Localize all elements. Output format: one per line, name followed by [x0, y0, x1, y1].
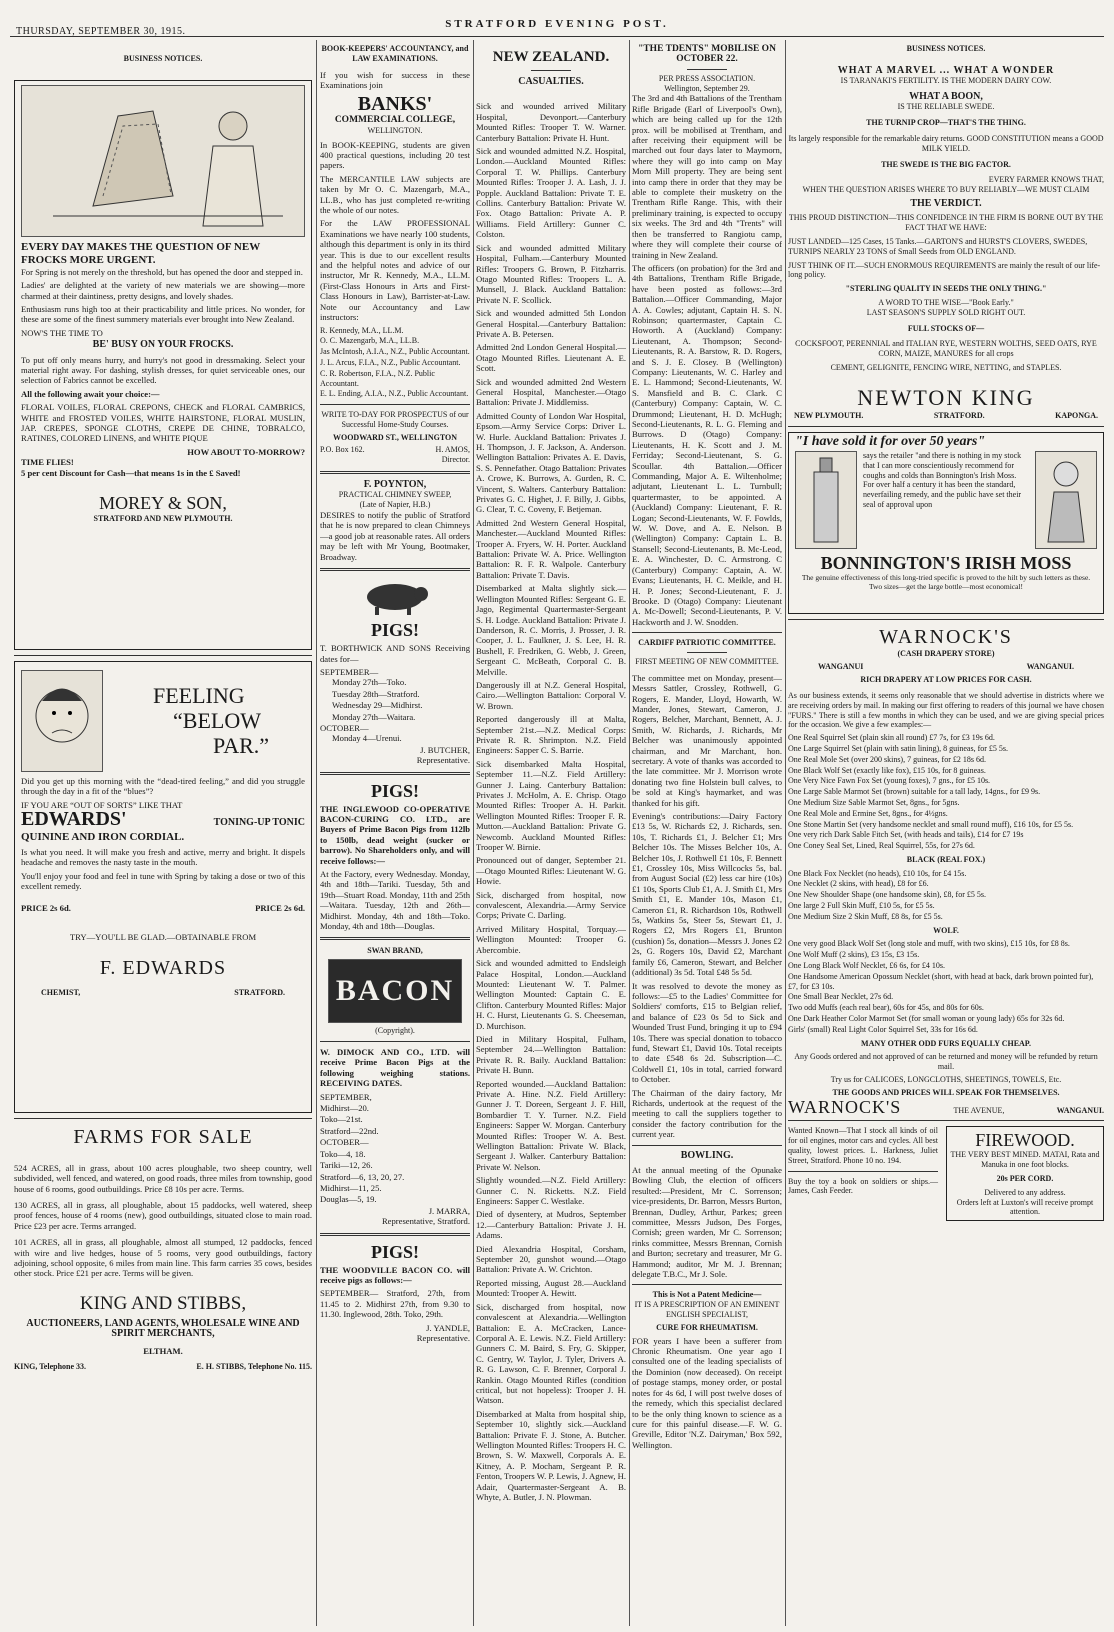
- wanganui-label: WANGANUI.: [1056, 1105, 1104, 1115]
- dateline: Wellington, September 29.: [664, 83, 750, 93]
- tdents-heading: "THE TDENTS" MOBILISE ON OCTOBER 22.: [638, 44, 776, 65]
- town-label: NEW PLYMOUTH.: [794, 410, 864, 420]
- warnocks-foot: [788, 1096, 1104, 1117]
- copyright-label: (Copyright).: [375, 1026, 415, 1036]
- tdents-paragraph: The officers (on probation) for the 3rd and 4th Battalions, Trentham Rifle Brigade, have been posted as follows:—3rd Battalion.—Officer Commanding, Major A. A. Cowles; adjutant, Captain H. S. N. Robinson; quartermaster, Captain C. Howorth. A (Auckland) Company: Lieutenant, A. Thompson; Second-Lieutenants, R. A. Barstow, R. D. Rogers, and S. J. E. Closey. B (Wellington) Company: Lieutenants, W. C. Harley and E. L. Hammond; Second-Lieutenants, W. S. Mansfield and B. C. Clark. C (Canterbury) Company: Captain, W. C. Drummond; Lieutenant, H. D. McHugh; Second-Lieutenants, R. L. G. Fleming and Burrows. D (Otago) Company: Lieutenants, H. K. Scott and J. M. Ferriday; Second-Lieutenant, S. G. Scoullar. 4th Battalion.—Officer Commanding, Major A. E. Wiltenholme; adjutant, Lieutenant L. L. Turnbull; quartermaster, to be appointed. A (Auckland) Company: Lieutenant, F. R. Logan; Second-Lieutenants, W. F. Fowlds, W. W. Dove, and A. E. Nelson. B (Wellington) Company: Captain L. B. Stansell; Second-Lieutenants, B. Mc-Leod, E. A. Winchester, D. C. Armstrong. C (Canterbury) Company: Captain, A. W. Evans; Lieutenants, H. C. Meikle, and H. H. P. Jones; Second-Lieutenant, F. J. Brooke. D (Otago) Company: Lieutenant A. Mc-Dowell; Second-Lieutenants, P. V. Hackworth and J. W. Snodden.: [632, 262, 782, 627]
- edwards-name: EDWARDS': [21, 808, 127, 831]
- firewood-heading: FIREWOOD.: [975, 1130, 1075, 1151]
- turnip-paragraph: Its largely responsible for the remarkable dairy returns. GOOD CONSTITUTION means a GOOD MILK YIELD.: [788, 134, 1104, 153]
- casualty-paragraph: Sick and wounded admitted Military Hospital, Fulham.—Canterbury Mounted Rifles: Troopers G. Brown, P. Fitzharris. Otago Mounted Rifles: Troopers L. A. Munsell, J. Black. Auckland Battalion: Private N. F. Scollick.: [476, 242, 626, 305]
- casualty-paragraph: Dangerously ill at N.Z. General Hospital, Cairo.—Wellington Battalion: Corporal V. W. Brown.: [476, 679, 626, 711]
- farms-heading: FARMS FOR SALE: [73, 1125, 253, 1148]
- date-item: Monday 27th—Waitara.: [332, 711, 416, 722]
- date-item: SEPTEMBER,: [320, 1091, 372, 1102]
- genuine-line: The genuine effectiveness of this long-tried specific is proved to the hilt by such letters as these. Two sizes—get the large bottle—most economical!: [801, 572, 1091, 591]
- goods-line: Any Goods ordered and not approved of can be returned and money will be refunded by return mail.: [794, 1052, 1098, 1072]
- bk-paragraph: In BOOK-KEEPING, students are given 400 practical questions, including 20 test papers.: [320, 139, 470, 171]
- casualty-paragraph: Sick, discharged from hospital, now convalescent at Alexandria.—Wellington Battalion: E. A. McCracken, Lance-Corporal A. E. Lewis. N.Z. Field Artillery: Gunners C. M. Baird, S. Fry, G. Skipper, C. Gentry, W. Taylor, J. Tyler, Drivers A. R. G. Lawson, C. F. Brenner, Corporal J. Rankin. Otago Mounted Rifles (condition critical, but not hopeless): Trooper J. H. Watson.: [476, 1301, 626, 1406]
- feeling-line: “BELOW: [173, 708, 261, 734]
- firewood-sub: THE VERY BEST MINED. MATAI, Rata and Manuka in one foot blocks.: [950, 1150, 1100, 1170]
- staff-item: J. L. Arcus, F.I.A., N.Z., Public Accountant.: [320, 357, 461, 367]
- college-name: COMMERCIAL COLLEGE,: [334, 115, 456, 126]
- divider: [788, 1120, 1104, 1121]
- try-line: TRY—YOU'LL BE GLAD.—OBTAINABLE FROM: [69, 931, 257, 942]
- king-sub: AUCTIONEERS, LAND AGENTS, WHOLESALE WINE AND SPIRIT MERCHANTS,: [26, 1317, 300, 1340]
- stocks-line: COCKSFOOT, PERENNIAL and ITALIAN RYE, WESTERN WOLTHS, SEED OATS, RYE CORN, MAIZE, MANURES for all crops: [795, 339, 1097, 359]
- staff-item: O. C. Mazengarb, M.A., LL.B.: [320, 336, 420, 346]
- column-3: [476, 44, 626, 1626]
- frock-illustration: [21, 85, 305, 237]
- date-item: Tariki—12, 26.: [320, 1160, 373, 1171]
- divider: [320, 1233, 470, 1236]
- king-name: KING AND STIBBS,: [79, 1292, 247, 1314]
- fur-item: One Long Black Wolf Necklet, £6 6s, for £4 10s.: [788, 961, 945, 971]
- pig-icon: [355, 577, 435, 617]
- be-busy-heading: BE' BUSY ON YOUR FROCKS.: [92, 339, 234, 351]
- divider: [632, 1284, 782, 1285]
- marra-rep: Representative, Stratford.: [381, 1216, 470, 1227]
- issue-date: THURSDAY, SEPTEMBER 30, 1915.: [16, 26, 186, 37]
- swan-brand: SWAN BRAND,: [367, 946, 423, 956]
- dimock-text: W. DIMOCK AND CO., LTD. will receive Prime Bacon Pigs at the following weighing stations. RECEIVING DATES.: [320, 1047, 470, 1089]
- fox-list: [788, 869, 1104, 922]
- boon-heading: WHAT A BOON,: [909, 91, 983, 102]
- feeling-line: FEELING: [153, 683, 245, 709]
- discount-line: 5 per cent Discount for Cash—that means 1s in the £ Saved!: [21, 467, 241, 478]
- time-flies: TIME FLIES!: [21, 457, 74, 468]
- press-label: PER PRESS ASSOCIATION.: [658, 73, 756, 83]
- fur-item: One Medium Size 2 Skin Muff, £8 8s, for £5 5s.: [788, 911, 943, 921]
- borthwick-dates: [320, 733, 470, 743]
- fur-item: One Coney Seal Set, Lined, Real Squirrel, 55s, for 27s 6d.: [788, 841, 975, 851]
- amos-name: H. AMOS,: [435, 445, 470, 455]
- prescription: IT IS A PRESCRIPTION OF AN EMINENT ENGLISH SPECIALIST,: [634, 1300, 780, 1320]
- bonnington-name: BONNINGTON'S IRISH MOSS: [820, 552, 1072, 573]
- fur-item: One Medium Size Sable Marmot Set, 8gns., for 5gns.: [788, 797, 960, 807]
- fur-item: One Large Squirrel Set (plain with satin lining), 8 guineas, for £5 5s.: [788, 743, 1009, 753]
- edwards-advert: [14, 661, 312, 1113]
- napier-label: (Late of Napier, H.B.): [359, 500, 431, 510]
- fur-item: Two odd Muffs (each real bear), 60s for 45s, and 80s for 60s.: [788, 1003, 984, 1013]
- butcher-rep: Representative.: [416, 755, 470, 766]
- sept-label: SEPTEMBER—: [320, 666, 379, 677]
- tdents-paragraph: The 3rd and 4th Battalions of the Trentham Rifle Brigade (Earl of Liverpool's Own), which are being called up for the 12th prox. will be mobilised at Trentham, and after receiving their equipment will be marched out four days later to Maymorn, where they will go into camp on May Morn Mill property. They are being sent into camp there in order that they may be able to complete their musketry on the Trentham Rifle Range. This, with their preliminary training, is expected to occupy six weeks. The 3rd and 4th "Trents" will then be transferred to Rangiotu camp, where they will complete their course of training in New Zealand.: [632, 93, 782, 260]
- stocks-line: CEMENT, GELIGNITE, FENCING WIRE, NETTING, and STAPLES.: [830, 362, 1062, 372]
- morey-address: STRATFORD AND NEW PLYMOUTH.: [93, 514, 233, 524]
- sold-out-line: LAST SEASON'S SUPPLY SOLD RIGHT OUT.: [866, 307, 1026, 317]
- frock-drawing-icon: [22, 86, 304, 236]
- borthwick-text: T. BORTHWICK AND SONS Receiving dates for—: [320, 643, 470, 664]
- divider: [320, 937, 470, 940]
- pigs-heading: PIGS!: [370, 620, 419, 641]
- frocks-paragraph: To put off only means hurry, and hurry's not good in dressmaking. Select your material right away. For dashing, stylish dresses, for quiet serviceable ones, our selection of Fabrics cannot be excelled.: [21, 354, 305, 386]
- inglewood-dates: At the Factory, every Wednesday. Monday, 4th and 18th—Tariki. Tuesday, 5th and 19th—Stuart Road. Monday, 11th and 25th—Waitara. Tuesday, 12th and 26th—Midhirst. Monday, 4th and 18th—Toko. Monday, 4th and 18th—Douglas.: [320, 869, 470, 932]
- casualty-paragraph: Sick and wounded admitted N.Z. Hospital, London.—Auckland Mounted Rifles: Corporal T. W. Phillips. Canterbury Mounted Rifles: Trooper J. A. Lash, J. J. Popple. Auckland Battalion: Private T. E. Collins. Canterbury Battalion: Private W. Fox. Otago Battalion: Private A. P. Williams. Field Artillery: Gunner C. Colston.: [476, 146, 626, 240]
- delivered-line: Delivered to any address.: [984, 1187, 1066, 1197]
- butcher-name: J. BUTCHER,: [420, 744, 470, 755]
- sterling-line: "STERLING QUALITY IN SEEDS THE ONLY THING.": [845, 284, 1047, 294]
- out-of-sorts: IF YOU ARE “OUT OF SORTS” LIKE THAT: [21, 799, 183, 810]
- price-cord: 20s PER CORD.: [996, 1174, 1054, 1184]
- town-label: STRATFORD.: [933, 410, 985, 420]
- word-line: A WORD TO THE WISE—"Book Early.": [878, 297, 1014, 307]
- poynton-name: F. POYNTON,: [363, 479, 427, 491]
- par-paragraph: You'll enjoy your food and feel in tune with Spring by taking a dose or two of this excellent remedy.: [21, 870, 305, 892]
- chemist-label: CHEMIST,: [41, 988, 81, 998]
- marra-name: J. MARRA,: [428, 1205, 470, 1216]
- paper-title: STRATFORD EVENING POST.: [445, 18, 669, 30]
- staff-item: E. L. Ending, A.I.A., N.Z., Public Accountant.: [320, 389, 469, 399]
- big-factor: THE SWEDE IS THE BIG FACTOR.: [881, 159, 1011, 169]
- pigs-heading: PIGS!: [370, 780, 419, 801]
- nz-heading: NEW ZEALAND.: [492, 49, 610, 65]
- divider: [632, 632, 782, 633]
- banks-name: BANKS': [357, 93, 433, 116]
- fertility-line: IS TARANAKI'S FERTILITY. IS THE MODERN DAIRY COW.: [840, 76, 1052, 86]
- cardiff-paragraph: The Chairman of the dairy factory, Mr Richards, undertook at the request of the meeting to call the suppliers together to consider the factory contribution for the current year.: [632, 1087, 782, 1140]
- fur-item: One Stone Martin Set (very handsome necklet and small round muff), £16 10s, for £5 5s.: [788, 819, 1074, 829]
- warnocks-name: WARNOCK'S: [788, 1096, 902, 1117]
- divider: [320, 404, 470, 405]
- fur-item: One Black Wolf Set (exactly like fox), £15 10s, for 8 guineas.: [788, 765, 986, 775]
- wanted-ad: Wanted Known—That I stock all kinds of oil for oil engines, motor cars and cycles. All best quality, lowest prices. L. Harkness, Juliet Street, Stratford. Phone 10 no. 194.: [788, 1126, 938, 1165]
- fur-item: One Handsome American Opossum Necklet (short, with head at back, dark brown pointed fur), £7, for £3 10s.: [788, 971, 1094, 991]
- sweep-paragraph: DESIRES to notify the public of Stratford that he is now prepared to clean Chimneys—a good job at reasonable rates. All orders may be left with Mr Young, Bootmaker, Broadway.: [320, 510, 470, 562]
- morey-name: MOREY & SON,: [99, 493, 227, 514]
- wolf-list: [788, 939, 1104, 1034]
- marvel-heading: WHAT A MARVEL ... WHAT A WONDER: [837, 64, 1055, 76]
- fur-item: One Real Squirrel Set (plain skin all round) £7 7s, for £3 19s 6d.: [788, 733, 995, 743]
- fur-item: One Black Fox Necklet (no heads), £10 10s, for £4 15s.: [788, 868, 967, 878]
- turnip-heading: THE TURNIP CROP—THAT'S THE THING.: [866, 118, 1026, 128]
- bk-paragraph: If you wish for success in these Examinations join: [320, 69, 470, 90]
- divider: [320, 1041, 470, 1042]
- rheumatism-paragraph: FOR years I have been a sufferer from Chronic Rheumatism. One year ago I consulted one of the leading specialists of the Dominion (now deceased). On receipt of postage stamps, money order, or postal notes for 4s 6d, I will post twelve doses of the remedy, which this specialist declared to be the only thing known to science as a cure for this painful disease.—F. W. G. Greville, Editor 'N.Z. Dairyman,' Box 592, Wellington.: [632, 1335, 782, 1450]
- edwards-foot: [21, 988, 305, 998]
- stratford-label: STRATFORD.: [234, 988, 285, 998]
- column-1: [14, 44, 312, 1626]
- casualty-paragraph: Reported dangerously ill at Malta, September 21st.—N.Z. Medical Corps: Private R. R. Shrimpton. N.Z. Field Engineers: Sapper C. S. Barrie.: [476, 714, 626, 756]
- cardiff-heading: CARDIFF PATRIOTIC COMMITTEE.: [638, 638, 776, 648]
- landed-line: JUST LANDED—125 Cases, 15 Tanks.—GARTON'S and HURST'S CLOVERS, SWEDES, TURNIPS NEARLY 23 TONS of Small Seeds from OLD ENGLAND.: [788, 236, 1088, 256]
- bowling-paragraph: At the annual meeting of the Opunake Bowling Club, the election of officers resulted:—President, Mr C. Sorrenson; vice-presidents, Dr. Barron, Messrs Burton, Brennan, Dudley, Arthur, Parkes; green committee, Messrs Judson, Des Forges, Cornish; green warden, Mr C. Sorrenson; rinks committee, Messrs Brennan, Cornish and Burton; secretary and treasurer, Mr G. Hammond; auditor, Mr M. J. Brennan; delegate T.B.C., Mr J. Sole.: [632, 1165, 782, 1280]
- woodville-dates: SEPTEMBER— Stratford, 27th, from 11.45 to 2. Midhirst 27th, from 9.30 to 11.30. Inglewood, 28th. Toko, 29th.: [320, 1288, 470, 1320]
- director-label: Director.: [441, 455, 470, 465]
- woodward: WOODWARD ST., WELLINGTON: [332, 432, 458, 442]
- divider: [687, 69, 727, 70]
- frocks-paragraph: For Spring is not merely on the threshold, but has opened the door and stepped in.: [21, 266, 303, 277]
- town-label: KAPONGA.: [1055, 410, 1098, 420]
- face-illustration: [21, 670, 103, 772]
- bk-heading: BOOK-KEEPERS' ACCOUNTANCY, and LAW EXAMINATIONS.: [321, 44, 469, 63]
- bk-paragraph: For the LAW PROFESSIONAL Examinations we have nearly 100 students, although this department is only in its third year. This is due to our excellent results and the helpful notes and advice of our instructor, Mr R. Kennedy, M.A., LL.M. (First-Class Honours in Arts and First-Class Honours in Law), Barrister-at-Law. Note our Accountancy and Law instructors:: [320, 218, 470, 323]
- fur-item: Girls' (small) Real Light Color Squirrel Set, 33s for 16s 6d.: [788, 1024, 978, 1034]
- par-paragraph: Is what you need. It will make you fresh and active, merry and bright. It dispels headache and removes the nasty taste in the mouth.: [21, 846, 305, 868]
- price-left: PRICE 2s 6d.: [21, 903, 71, 914]
- f-edwards: F. EDWARDS: [99, 957, 227, 980]
- fabrics-list: FLORAL VOILES, FLORAL CREPONS, CHECK and FLORAL CAMBRICS, WHITE and FROSTED VOILES, WHITE HAIRSTONE, FLORAL MUSLIN, JAP. CREPES, SPONGE CLOTHS, CREPE DE CHINE, TOBRALCO, RATINES, COLORED LINENS, and WHITE PIQUE: [21, 402, 305, 444]
- bowling-heading: BOWLING.: [680, 1149, 734, 1161]
- casualty-paragraph: Disembarked at Malta from hospital ship, September 10, slightly sick.—Auckland Battalion: Private F. J. Stone, A. Butcher. Wellington Mounted Rifles: Troopers H. C. Brown, S. W. Maxwell, Corporals A. E. Kitney, A. P. Mocham, Sergeant P. R. Fenton, Troopers W. P. Lewis, J. Agnew, H. Adair, Quartermaster-Sergeant A. B. Whyte, A. Butler, J. N. Plowman.: [476, 1408, 626, 1502]
- bottom-ads: [788, 1126, 1104, 1221]
- prospectus: WRITE TO-DAY FOR PROSPECTUS of our Successful Home-Study Courses.: [321, 410, 469, 429]
- cheap-line: MANY OTHER ODD FURS EQUALLY CHEAP.: [861, 1038, 1031, 1048]
- bk-paragraph: The MERCANTILE LAW subjects are taken by Mr O. C. Mazengarb, M.A., LL.B., who has just completed re-writing the whole of our notes.: [320, 173, 470, 216]
- fur-item: One Dark Heather Color Marmot Set (for small woman or young lady) 65s for 32s 6d.: [788, 1014, 1065, 1024]
- casualties-heading: CASUALTIES.: [518, 76, 584, 87]
- fur-item: One very rich Dark Sable Fitch Set, (with heads and tails), £14 for £7 19s: [788, 830, 1024, 840]
- bottle-icon: [796, 452, 856, 548]
- bottle-illustration: [795, 451, 857, 549]
- frocks-paragraph: Enthusiasm runs high too at their practicability and little prices. No wonder, for these are some of the finest summery materials ever brought into New Zealand.: [21, 304, 305, 325]
- section-heading: BUSINESS NOTICES.: [906, 44, 986, 53]
- small-ads: [788, 1126, 938, 1221]
- wanganui-label: WANGANUI.: [1026, 662, 1074, 672]
- think-line: JUST THINK OF IT.—SUCH ENORMOUS REQUIREMENTS are mainly the result of our life-long policy.: [788, 260, 1101, 280]
- casualty-paragraph: Admitted 2nd London General Hospital.—Otago Mounted Rifles. Lieutenant A. E. Scott.: [476, 342, 626, 374]
- po-box: P.O. Box 162.: [320, 445, 365, 455]
- bonnington-advert: [788, 432, 1104, 614]
- casualty-paragraph: Admitted 2nd Western General Hospital, Manchester.—Auckland Mounted Rifles: Trooper A. Fryers, W. H. Porter. Auckland Battalion: Private W. A. Price. Wellington Battalion: R. F. R. Walpole. Canterbury Battalion: Private T. Davis.: [476, 517, 626, 580]
- casualty-paragraph: Pronounced out of danger, September 21.—Otago Mounted Rifles: Lieutenant W. G. Howie.: [476, 855, 626, 887]
- cash-drapery: (CASH DRAPERY STORE): [897, 648, 995, 658]
- farm-listing: 101 ACRES, all in grass, all ploughable, almost all stumped, 12 paddocks, fenced with wire and live hedges, house of 5 rooms, very good outbuildings, factory adjoining, school opposite, 6 miles from main line. This farm carries 35 cows, besides other stock. Price £21 per acre. Terms will be given.: [14, 1237, 312, 1279]
- speak-line: THE GOODS AND PRICES WILL SPEAK FOR THEMSELVES.: [832, 1087, 1060, 1097]
- orders-line: Orders left at Luxton's will receive prompt attention.: [956, 1197, 1094, 1217]
- bacon-pig-logo: [328, 959, 462, 1023]
- casualty-list: [476, 101, 626, 1502]
- rich-drapery: RICH DRAPERY AT LOW PRICES FOR CASH.: [860, 675, 1032, 685]
- divider: [788, 1171, 938, 1172]
- swede-line: IS THE RELIABLE SWEDE.: [897, 102, 995, 112]
- books-ad: Buy the toy a book on soldiers or ships.—James, Cash Feeder.: [788, 1176, 938, 1196]
- first-meeting: FIRST MEETING OF NEW COMMITTEE.: [635, 656, 779, 666]
- how-about: HOW ABOUT TO-MORROW?: [187, 446, 305, 457]
- not-patent: This is Not a Patent Medicine—: [652, 1290, 762, 1300]
- casualty-paragraph: Admitted County of London War Hospital, Epsom.—Army Service Corps: Driver L. W. Hurle. Auckland Battalion: Privates J. H. Thompson, J. F. Jackson, A. Anderson. Wellington Battalion: Privates A. E. Davis, S. S. Pennefather. Otago Battalion: Privates A. Crowe, K. Burrows, A. Gurden, R. C. Vincent, S. Walters. Canterbury Battalion: Privates G. C. Highet, J. F. Billy, J. Gibbs, G. Clear, T. C. Coveny, F. Betjeman.: [476, 410, 626, 515]
- question-line: WHEN THE QUESTION ARISES WHERE TO BUY RELIABLY—WE MUST CLAIM: [802, 185, 1090, 195]
- dimock-dates: [320, 1092, 470, 1205]
- date-item: OCTOBER—: [320, 1137, 369, 1148]
- divider: [320, 772, 470, 775]
- column-rule: [785, 40, 786, 1626]
- casualty-paragraph: Sick and wounded admitted to Endsleigh Palace Hospital, London.—Auckland Mounted: Lieutenant W. T. Palmer. Wellington Mounted: Captain C. E. Clifton. Canterbury Mounted Rifles: Major H. C. Hurst, Lieutenants G. S. Cheeseman, D. Murchison.: [476, 958, 626, 1031]
- verdict-heading: THE VERDICT.: [910, 197, 982, 209]
- casualty-paragraph: Sick and wounded admitted 2nd Western General Hospital, Manchester.—Otago Battalion: Private J. Middlemiss.: [476, 376, 626, 408]
- borthwick-dates: [320, 677, 470, 722]
- rheumatism-heading: CURE FOR RHEUMATISM.: [656, 1322, 758, 1332]
- eltham-label: ELTHAM.: [143, 1345, 183, 1356]
- cardiff-paragraph: It was resolved to devote the money as follows:—£5 to the Ladies' Committee for Soldiers' comforts, £15 to Belgian relief, and balance of £23 0s 5d to Sick and Wounded Trust Fund, bringing it up to £94 10s. There was special donation to tobacco fund, Stewart £1, David 10s. Total receipts to date £548 6s 2d. Subscription—C. Coldwell £1, 10s in total, carried forward to October.: [632, 980, 782, 1085]
- await-line: All the following await your choice:—: [21, 388, 160, 399]
- date-item: Tuesday 28th—Stratford.: [332, 688, 420, 699]
- casualty-paragraph: Disembarked at Malta slightly sick.—Wellington Mounted Rifles: Sergeant G. E. Jago, Regimental Quartermaster-Sergeant S. H. Lodge. Auckland Battalion: Private J. Danderson, R. C. Morris, J. Prosser, J. R. Cooper, J. L. Faulkner, J. S. Lee, H. R. Bushell, F. Fredriken, G. Webb, J. Green, Sergeant C. McBeath, Corporal C. B. Melville.: [476, 583, 626, 677]
- date-item: Toko—21st.: [320, 1114, 363, 1125]
- furs-paragraph: As our business extends, it seems only reasonable that we should advertise in districts where we are receiving orders by mail. In making our first offering to readers of this journal we have chosen "FURS." There is still a few months in which they can be used, and we are giving special prices for the occasion. We give a few examples:—: [788, 690, 1104, 730]
- casualty-paragraph: Sick disembarked Malta Hospital, September 11.—N.Z. Field Artillery: Gunner J. Laing. Canterbury Battalion: Privates J. McHolm, A. E. Chrisp. Otago Mounted Rifles: Trooper A. H. Parkit. Wellington Mounted Rifles: Trooper F. R. Mutton.—Auckland Battalion: Private G. Newcomb. Auckland Mounted Rifles: Trooper W. Birnie.: [476, 758, 626, 853]
- feeling-banner: [21, 666, 305, 776]
- column-2: [320, 44, 470, 1626]
- casualty-paragraph: Reported missing, August 28.—Auckland Mounted: Trooper A. Hewitt.: [476, 1277, 626, 1299]
- oct-label: OCTOBER—: [320, 722, 369, 733]
- casualty-paragraph: Died of dysentery, at Mudros, September 12.—Canterbury Battalion: Private J. H. Adams.: [476, 1209, 626, 1241]
- furs-list: [788, 733, 1104, 851]
- king-foot: [14, 1362, 312, 1372]
- newton-king-name: NEWTON KING: [857, 384, 1035, 410]
- date-item: Wednesday 29—Midhirst.: [332, 700, 423, 711]
- tonic-label: TONING-UP TONIC: [213, 817, 305, 829]
- divider: [632, 1145, 782, 1146]
- fur-item: One Real Mole Set (over 200 skins), 7 guineas, for £2 18s 6d.: [788, 754, 986, 764]
- sold-paragraph: says the retailer "and there is nothing in my stock that I can more conscientiously recommend for coughs and colds than Bonnington's Irish Moss. For over half a century it has been the standard, neverfailing remedy, and the public have set their seal of approval upon: [863, 450, 1022, 509]
- casualty-paragraph: Sick and wounded arrived Military Hospital, Devonport.—Canterbury Mounted Rifles: Trooper T. W. Warner. Canterbury Battalion: Private H. Hunt.: [476, 101, 626, 143]
- wolf-heading: WOLF.: [933, 925, 959, 935]
- price-right: PRICE 2s 6d.: [255, 903, 305, 914]
- casualty-paragraph: Slightly wounded.—N.Z. Field Artillery: Gunner C. N. Ricketts. N.Z. Field Engineers: Sapper C. Westlake.: [476, 1175, 626, 1207]
- divider: [320, 471, 470, 474]
- black-fox-heading: BLACK (REAL FOX.): [906, 854, 986, 864]
- date-item: Monday 27th—Toko.: [332, 677, 407, 688]
- divider: [14, 655, 312, 656]
- casualty-paragraph: Died in Military Hospital, Fulham, September 24.—Wellington Battalion: Private R. R. Baily. Auckland Battalion: Private H. Bunn.: [476, 1033, 626, 1076]
- farms-advert: [14, 1125, 312, 1372]
- cardiff-paragraph: The committee met on Monday, present—Messrs Sattler, Crossley, Rothwell, G. Rogers, E. Mander, Lloyd, Howarth, W. Mander, Jones, Stewart, Cameron, J. Rogers, Belcher, Marchant, Bennett, A. J. Smith, W. Richards, J. Richards, Mr Belcher was unanimously appointed chairman, and Mr Marchant, hon. secretary. A vote of thanks was accorded to the late committee. Mr J. Morrison wrote donating two fine Holstein bull calves, to be sold at King's haymarket, and was thanked for his gift.: [632, 672, 782, 808]
- date-item: Toko—4, 18.: [320, 1148, 366, 1159]
- bonnington-body: [795, 451, 1097, 549]
- staff-item: R. Kennedy, M.A., LL.M.: [320, 325, 404, 335]
- divider: [788, 619, 1104, 620]
- quinine-label: QUININE AND IRON CORDIAL.: [21, 831, 185, 844]
- farm-listing: 524 ACRES, all in grass, about 100 acres ploughable, two sheep country, well subdivided, well fenced, and watered, on good roads, three miles from township, good house of 6 rooms, good outbuildings. Price £8 10s per acre. Terms.: [14, 1162, 312, 1194]
- divider: [531, 70, 571, 71]
- casualty-paragraph: Sick, discharged from hospital, now convalescent, Alexandria.—Army Service Corps; Private C. Darling.: [476, 889, 626, 921]
- newton-towns: [788, 411, 1104, 421]
- full-stocks-heading: FULL STOCKS OF—: [907, 323, 985, 333]
- fur-item: One Real Mole and Ermine Set, 8gns., for 4½gns.: [788, 808, 948, 818]
- bacon-logo-text: BACON: [335, 974, 455, 1008]
- sweep-title: PRACTICAL CHIMNEY SWEEP,: [338, 490, 452, 500]
- casualty-paragraph: Reported wounded.—Auckland Battalion: Private A. Hine. N.Z. Field Artillery: Gunner J. T. Doreen, Sergeant J. F. Hill, Bombardier T. Y. Turner. N.Z. Field Engineers: Sapper W. Morgan. Canterbury Mounted Rifles: Trooper W. A. Best. Wellington Battalion: Private W. Black, Sergeant J. Walker. Canterbury Battalion: Private W. Nelson.: [476, 1078, 626, 1172]
- avenue-label: THE AVENUE,: [953, 1105, 1005, 1115]
- fur-item: One Small Bear Necklet, 27s 6d.: [788, 992, 894, 1002]
- fur-item: One very good Black Wolf Set (long stole and muff, with two skins), £15 10s, for £8 8s.: [788, 939, 1070, 949]
- king-phone: KING, Telephone 33.: [14, 1362, 87, 1372]
- unwell-face-icon: [22, 671, 102, 771]
- feeling-text: [103, 683, 305, 758]
- edwards-row: [21, 808, 305, 831]
- masthead: [10, 14, 1104, 37]
- divider: [788, 426, 1104, 427]
- inglewood-text: THE INGLEWOOD CO-OPERATIVE BACON-CURING CO. LTD., are Buyers of Prime Bacon Pigs from 112lb to 150lb, dead weight (sucker or barrow). No Shareholders only, and will receive follows:—: [320, 803, 470, 866]
- yandle-name: J. YANDLE,: [426, 1322, 470, 1333]
- divider: [687, 652, 727, 653]
- divider: [320, 568, 470, 571]
- warnocks-name: WARNOCK'S: [879, 625, 1013, 648]
- fur-item: One New Shoulder Shape (one handsome skin), £8, for £5 5s.: [788, 890, 986, 900]
- yandle-rep: Representative.: [416, 1332, 470, 1343]
- frocks-heading: EVERY DAY MAKES THE QUESTION OF NEW FROCKS MORE URGENT.: [21, 240, 261, 266]
- stibbs-phone: E. H. STIBBS, Telephone No. 115.: [196, 1362, 312, 1372]
- college-city: WELLINGTON.: [367, 125, 423, 135]
- proud-line: THIS PROUD DISTINCTION—THIS CONFIDENCE IN THE FIRM IS BORNE OUT BY THE FACT THAT WE HAVE:: [788, 213, 1104, 233]
- frocks-paragraph: Ladies' are delighted at the variety of new materials we are showing—more charmed at their daintiness, pretty designs, and lovely shades.: [21, 280, 305, 301]
- date-item: Midhirst—11, 25.: [320, 1182, 382, 1193]
- fur-item: One large 2 Full Skin Muff, £10 5s, for £5 5s.: [788, 901, 935, 911]
- casualty-paragraph: Died Alexandria Hospital, Corsham, September 20, gunshot wound.—Otago Battalion: Private A. W. Crichton.: [476, 1243, 626, 1275]
- cardiff-paragraph: Evening's contributions:—Dairy Factory £13 5s, W. Richards £2, J. Richards, sen. 10s, T. Richards £1, J. Belcher £1; Mrs Belcher 10s. The Misses Belcher 10s, A. Belcher 10s, J. Rothwell £1 10s, F. Bennett £1, Crossley 10s, Miss Willcocks 5s, bal. from August Social (£2) less car hire (10s) £1 10s, Sports Club £1, A. J. Smith £1, Mrs Smith £1, E. Mander 10s, Mason £1, Cameron £1, R. Richardson 10s, Rothwell 5s, Watkins 5s, Steer 5s, Stewart £1, J. Rogers £2, Mrs Rogers £1, Brunton (cushion) 5s, donation—Messrs J. Jones £2 2s, G. Rogers 10s, David £2, Marchant family £6, Cameron, Stewart, and Belcher (additional) 3s 5d. Total £48 5s 5d.: [632, 811, 782, 978]
- firewood-advert: [946, 1126, 1104, 1221]
- feeling-line: PAR.”: [213, 733, 270, 759]
- staff-list: [320, 326, 470, 400]
- retailer-icon: [1036, 452, 1096, 548]
- calicoes-line: Try us for CALICOES, LONGCLOTHS, SHEETINGS, TOWELS, Etc.: [830, 1075, 1062, 1085]
- price-row: [21, 903, 305, 913]
- staff-item: Jas McIntosh, A.I.A., N.Z., Public Accountant.: [320, 347, 470, 357]
- section-heading: BUSINESS NOTICES.: [123, 54, 203, 63]
- amos-row: [320, 445, 470, 455]
- farm-listing: 130 ACRES, all in grass, all ploughable, about 15 paddocks, well watered, sheep proof fences, house of 4 rooms (new), good outbuildings, situated close to main road. Price £23 per acre. Terms arranged.: [14, 1200, 312, 1231]
- column-rule: [316, 40, 317, 1626]
- now-time: NOW'S THE TIME TO: [21, 327, 103, 338]
- fur-item: One Very Nice Fawn Fox Set (young foxes), 7 gns., for £5 10s.: [788, 776, 991, 786]
- sold-heading: "I have sold it for over 50 years": [795, 433, 986, 449]
- retailer-illustration: [1035, 451, 1097, 549]
- fur-item: One Large Sable Marmot Set (brown) suitable for a tall lady, 14gns., for £9 9s.: [788, 787, 1041, 797]
- date-item: Douglas—5, 19.: [320, 1194, 377, 1205]
- pigs-heading: PIGS!: [370, 1241, 419, 1262]
- fur-item: One Wolf Muff (2 skins), £3 15s, £3 15s.: [788, 950, 920, 960]
- par-paragraph: Did you get up this morning with the “dead-tired feeling,” and did you struggle through the day in a fit of the “blues”?: [21, 775, 305, 797]
- every-farmer: EVERY FARMER KNOWS THAT,: [988, 175, 1104, 185]
- wanganui-label: WANGANUI: [818, 662, 864, 672]
- divider: [14, 1118, 312, 1119]
- column-4: [632, 44, 782, 1626]
- date-item: Midhirst—20.: [320, 1103, 369, 1114]
- morey-advert: [14, 80, 312, 650]
- column-5: [788, 44, 1104, 1626]
- column-rule: [629, 40, 630, 1626]
- date-item: Stratford—6, 13, 20, 27.: [320, 1171, 405, 1182]
- column-rule: [473, 40, 474, 1626]
- casualty-paragraph: Arrived Military Hospital, Torquay.—Wellington Mounted: Trooper G. Abercombie.: [476, 923, 626, 955]
- fur-item: One Necklet (2 skins, with head), £8 for £6.: [788, 879, 929, 889]
- date-item: Stratford—22nd.: [320, 1125, 379, 1136]
- casualty-paragraph: Sick and wounded admitted 5th London General Hospital.—Canterbury Battalion: Private A. B. Petersen.: [476, 308, 626, 339]
- date-item: Monday 4—Urenui.: [332, 733, 402, 744]
- staff-item: C. R. Robertson, F.I.A., N.Z. Public Accountant.: [320, 368, 435, 388]
- wanganui-row: [788, 662, 1104, 672]
- woodville-text: THE WOODVILLE BACON CO. will receive pigs as follows:—: [320, 1264, 470, 1285]
